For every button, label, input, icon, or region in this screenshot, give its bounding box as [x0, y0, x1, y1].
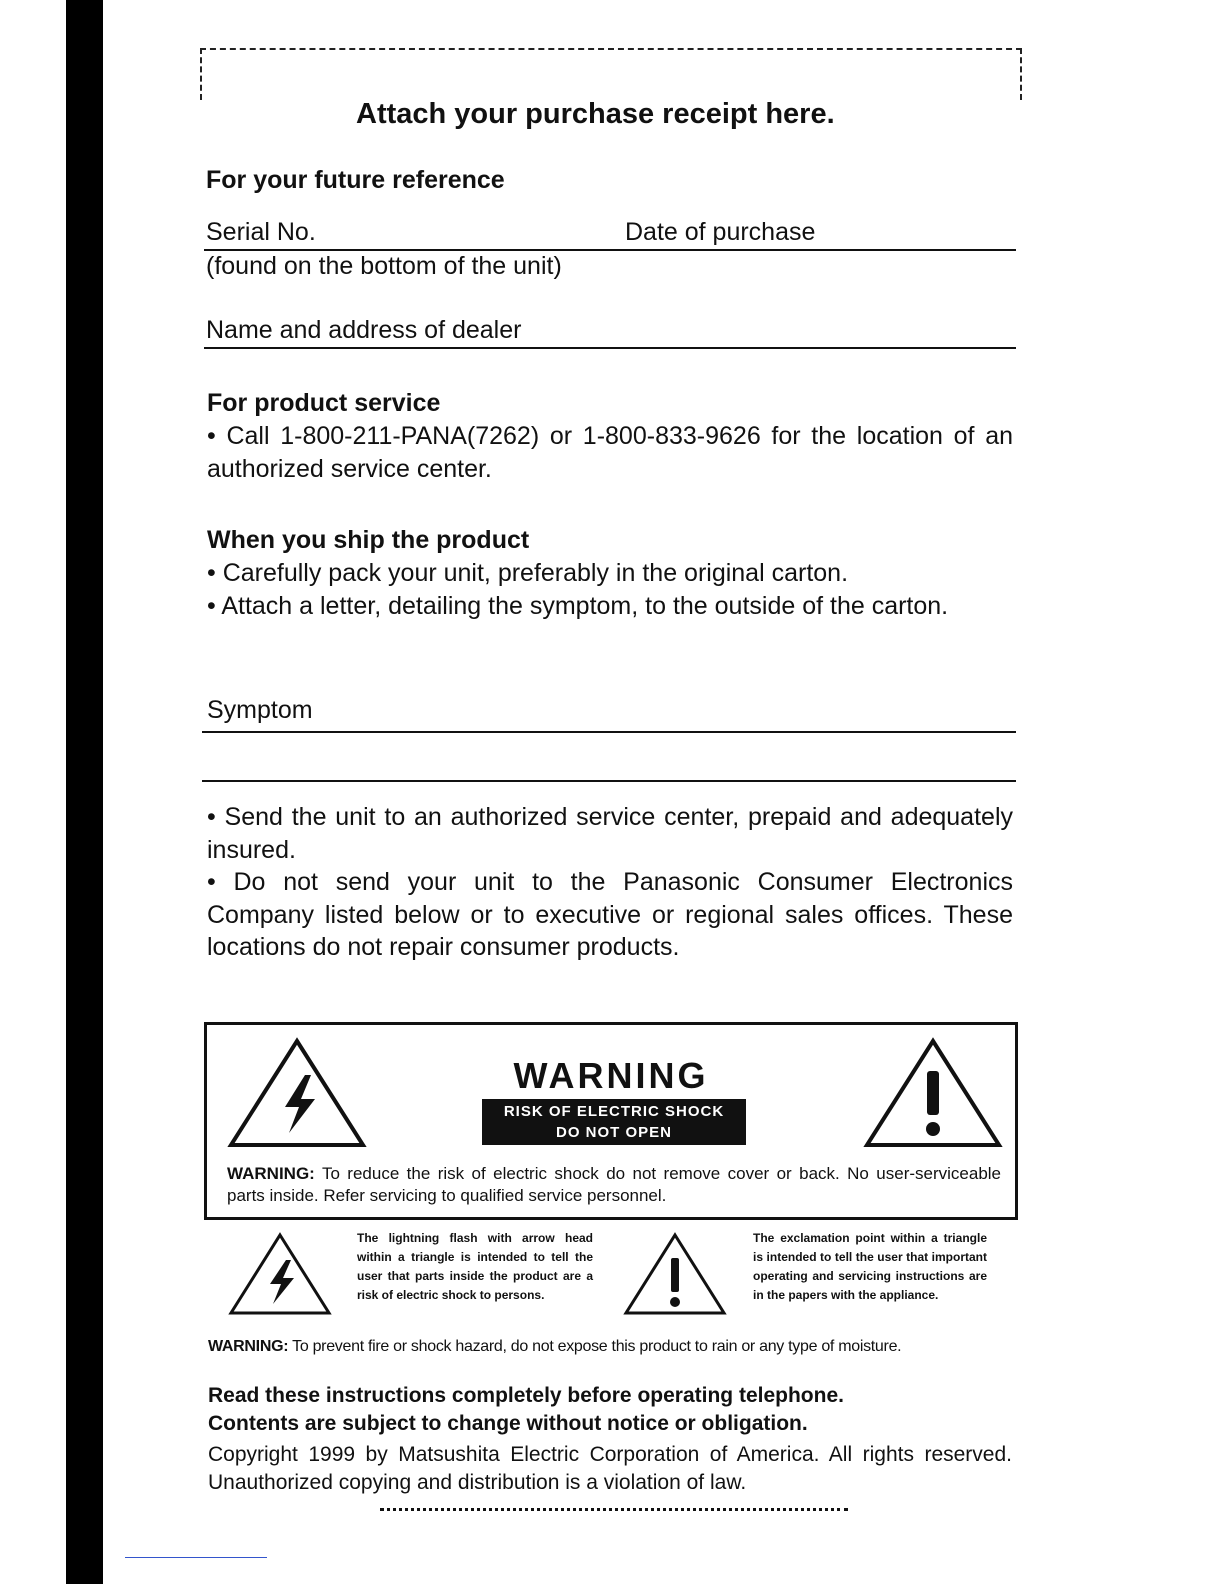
lightning-symbol-icon	[228, 1232, 332, 1316]
copyright-notice: Copyright 1999 by Matsushita Electric Corporation of America. All rights reserved. Unauthorized copying and distribution is a violation of law.	[208, 1443, 1012, 1494]
shipping-heading: When you ship the product	[207, 526, 530, 554]
binding-strip	[66, 0, 103, 1584]
shipping-bullet-do-not-send: • Do not send your unit to the Panasonic Consumer Electronics Company listed below or to executive or regional sales offices. These locations do not repair consumer products.	[207, 868, 1013, 961]
shipping-bullet-pack: • Carefully pack your unit, preferably in the original carton.	[207, 559, 849, 587]
dealer-label: Name and address of dealer	[206, 316, 522, 344]
footer-link-line	[125, 1557, 267, 1558]
receipt-attach-area	[200, 48, 1022, 100]
receipt-heading: Attach your purchase receipt here.	[356, 98, 835, 130]
risk-label	[482, 1099, 746, 1145]
moisture-warning-prefix: WARNING:	[208, 1338, 289, 1355]
symptom-rule-1	[202, 731, 1016, 733]
warning-text-block	[227, 1163, 1001, 1207]
moisture-warning	[208, 1338, 901, 1356]
dotted-cut-line	[380, 1508, 848, 1511]
read-instructions-note: Read these instructions completely before operating telephone.	[208, 1384, 844, 1407]
exclamation-symbol-icon	[623, 1232, 727, 1316]
serial-hint: (found on the bottom of the unit)	[206, 252, 562, 280]
shipping-bullet-send: • Send the unit to an authorized service center, prepaid and adequately insured.	[207, 803, 1013, 864]
dealer-rule	[204, 347, 1016, 349]
warning-text: To reduce the risk of electric shock do not remove cover or back. No user-serviceable parts inside. Refer servicing to qualified service personnel.	[227, 1164, 1002, 1205]
reference-heading: For your future reference	[206, 166, 505, 194]
symptom-rule-2	[202, 780, 1016, 782]
risk-label-line1: RISK OF ELECTRIC SHOCK	[503, 1103, 725, 1120]
warning-text-prefix: WARNING:	[227, 1164, 315, 1183]
symptom-label: Symptom	[207, 696, 313, 724]
exclamation-description: The exclamation point within a triangle is intended to tell the user that important operating and servicing instructions are in the papers with the appliance.	[753, 1231, 987, 1302]
moisture-warning-text: To prevent fire or shock hazard, do not expose this product to rain or any type of moisture.	[292, 1338, 902, 1355]
warning-title: WARNING	[513, 1055, 709, 1096]
warning-box	[204, 1022, 1018, 1220]
service-heading: For product service	[207, 389, 441, 417]
risk-label-line2: DO NOT OPEN	[555, 1124, 672, 1141]
serial-date-rule	[204, 249, 1016, 251]
shipping-bullet-letter: • Attach a letter, detailing the symptom, to the outside of the carton.	[207, 592, 949, 620]
contents-change-note: Contents are subject to change without notice or obligation.	[208, 1412, 808, 1435]
serial-label: Serial No.	[206, 218, 316, 246]
lightning-description: The lightning flash with arrow head within a triangle is intended to tell the user that parts inside the product are a risk of electric shock to persons.	[357, 1231, 593, 1302]
service-text: • Call 1-800-211-PANA(7262) or 1-800-833-9626 for the location of an authorized service center.	[207, 422, 1013, 483]
date-label: Date of purchase	[625, 218, 816, 246]
